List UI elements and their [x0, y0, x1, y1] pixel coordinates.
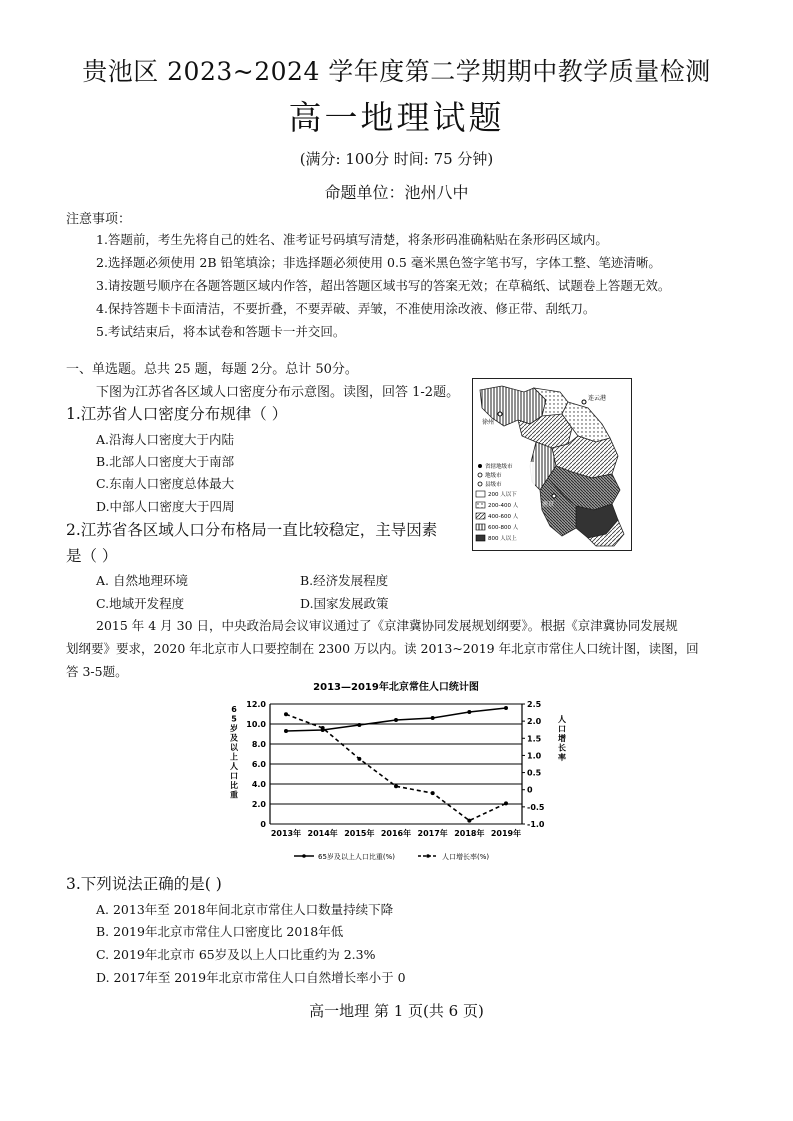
intro-1-2: 下图为江苏省各区域人口密度分布示意图。读图，回答 1-2题。	[96, 385, 460, 400]
legend-label: 地级市	[485, 473, 502, 479]
y-right-tick-label: 2.0	[527, 717, 542, 727]
q2-option-d: D.国家发展政策	[300, 596, 389, 611]
legend-label: 600-800 人	[488, 525, 519, 531]
q2-stem-line1: 2.江苏省各区域人口分布格局一直比较稳定，主导因素	[66, 521, 438, 539]
note-item: 3.请按题号顺序在各题答题区域内作答，超出答题区域书写的答案无效；在草稿纸、试题卷上答题无效。	[96, 278, 671, 293]
exam-title: 贵池区 2023~2024 学年度第二学期期中教学质量检测	[82, 57, 711, 86]
y-left-tick-label: 2.0	[251, 800, 266, 809]
exam-subtitle: 高一地理试题	[288, 98, 505, 137]
note-item: 2.选择题必须使用 2B 铅笔填涂；非选择题必须使用 0.5 毫米黑色签字笔书写，字体工整、笔迹清晰。	[96, 255, 661, 270]
q1-option-b: B.北部人口密度大于南部	[96, 454, 235, 469]
legend-label-elderly: 65岁及以上人口比重(%)	[318, 853, 396, 861]
legend-swatch	[476, 513, 485, 519]
jiangsu-density-map	[472, 378, 632, 551]
y-right-tick-label: -0.5	[527, 802, 545, 812]
q1-option-d: D.中部人口密度大于四周	[96, 499, 235, 514]
beijing-population-chart	[222, 676, 570, 866]
y-left-tick-label: 12.0	[246, 700, 266, 709]
q1-option-c: C.东南人口密度总体最大	[96, 476, 235, 491]
y-left-tick-label: 6.0	[251, 760, 266, 769]
legend-symbol-provincial-city	[478, 464, 482, 468]
data-point-elderly-share	[394, 718, 398, 722]
city-marker	[552, 494, 556, 498]
y-right-tick-label: 1.5	[527, 734, 542, 744]
data-point-elderly-share	[504, 706, 508, 710]
data-point-elderly-share	[357, 723, 361, 727]
x-tick-label: 2015年	[344, 829, 375, 838]
legend-label: 200-400 人	[488, 503, 519, 509]
exam-unit: 命题单位：池州八中	[324, 183, 469, 202]
page-footer: 高一地理 第 1 页(共 6 页)	[309, 1002, 484, 1020]
legend-swatch	[476, 524, 485, 530]
city-label-xuzhou: 徐州	[482, 419, 495, 426]
y-left-tick-label: 0	[260, 820, 266, 829]
data-point-growth-rate	[467, 819, 471, 823]
data-point-growth-rate	[284, 712, 288, 716]
y-right-axis-label	[558, 714, 566, 762]
legend-label: 800 人以上	[488, 536, 517, 542]
x-ticks	[271, 828, 521, 838]
legend-label: 200 人以下	[488, 492, 517, 498]
q3-option-a: A. 2013年至 2018年间北京市常住人口数量持续下降	[96, 902, 394, 917]
x-tick-label: 2014年	[307, 829, 338, 838]
legend-label-growth: 人口增长率(%)	[442, 853, 490, 861]
legend-label: 县级市	[485, 482, 502, 488]
notes-list	[96, 228, 670, 343]
note-item: 4.保持答题卡卡面清洁，不要折叠，不要弄破、弄皱，不准使用涂改液、修正带、刮纸刀。	[96, 301, 596, 316]
x-tick-label: 2017年	[417, 829, 448, 838]
legend-swatch	[476, 535, 485, 541]
data-point-elderly-share	[431, 716, 435, 720]
exam-meta: (满分: 100分 时间: 75 分钟)	[299, 150, 494, 168]
x-tick-label: 2019年	[490, 829, 522, 838]
data-point-growth-rate	[394, 784, 398, 788]
y-left-tick-label: 10.0	[246, 720, 266, 729]
legend-marker	[302, 854, 306, 858]
legend-symbol-city	[478, 473, 482, 477]
data-point-growth-rate	[504, 801, 508, 805]
legend-label: 省辖地级市	[485, 464, 513, 470]
q3-stem: 3.下列说法正确的是( )	[66, 875, 222, 893]
chart-title: 2013—2019年北京常住人口统计图	[313, 682, 479, 693]
y-left-tick-label: 8.0	[251, 740, 266, 749]
legend-label: 400-600 人	[488, 514, 519, 520]
y-right-tick-label: 0.5	[527, 768, 542, 778]
notes-heading: 注意事项：	[66, 212, 132, 227]
map-legend	[475, 462, 535, 548]
chart-legend	[294, 852, 489, 861]
legend-swatch	[476, 491, 485, 497]
note-item: 5.考试结束后，将本试卷和答题卡一并交回。	[96, 324, 346, 339]
y-right-tick-label: 0	[527, 785, 533, 795]
q1-stem: 1.江苏省人口密度分布规律（ ）	[66, 405, 288, 423]
data-point-elderly-share	[284, 729, 288, 733]
x-tick-label: 2018年	[454, 829, 485, 838]
legend-swatch	[476, 502, 485, 508]
city-label-lianyungang: 连云港	[588, 395, 607, 402]
y-left-tick-label: 4.0	[251, 780, 266, 789]
q3-option-d: D. 2017年至 2019年北京市常住人口自然增长率小于 0	[96, 970, 406, 985]
q1-option-a: A.沿海人口密度大于内陆	[96, 432, 235, 447]
x-tick-label: 2013年	[270, 829, 302, 838]
city-label-nanjing: 南京	[542, 501, 555, 508]
x-tick-label: 2016年	[380, 829, 412, 838]
q2-option-b: B.经济发展程度	[300, 573, 389, 588]
q3-option-b: B. 2019年北京市常住人口密度比 2018年低	[96, 924, 344, 939]
data-point-growth-rate	[321, 726, 325, 730]
city-marker	[582, 400, 586, 404]
q2-option-c: C.地域开发程度	[96, 596, 185, 611]
q2-option-a: A. 自然地理环境	[96, 573, 188, 588]
para2-line2: 划纲要》要求，2020 年北京市人口要控制在 2300 万以内。读 2013~2019 年北京市常住人口统计图，读图，回	[66, 641, 699, 656]
q2-stem-line2: 是（ ）	[66, 547, 118, 565]
y-left-label-text: 6 5 岁及以上人口比重	[230, 705, 238, 800]
para2-line3: 答 3-5题。	[66, 664, 128, 679]
y-right-tick-label: -1.0	[527, 820, 545, 829]
y-right-tick-label: 1.0	[527, 751, 542, 761]
city-marker	[498, 412, 502, 416]
data-point-growth-rate	[357, 757, 361, 761]
y-right-tick-label: 2.5	[527, 700, 542, 709]
data-point-growth-rate	[431, 791, 435, 795]
q3-option-c: C. 2019年北京市 65岁及以上人口比重约为 2.3%	[96, 947, 376, 962]
y-right-label-text: 人口增长率	[558, 715, 566, 762]
section-heading: 一、单选题。总共 25 题，每题 2分。总计 50分。	[66, 362, 358, 377]
data-point-elderly-share	[467, 710, 471, 714]
note-item: 1.答题前，考生先将自己的姓名、准考证号码填写清楚，将条形码准确粘贴在条形码区域内。	[96, 232, 608, 247]
para2-line1: 2015 年 4 月 30 日，中央政治局会议审议通过了《京津冀协同发展规划纲要》。根据《京津冀协同发展规	[96, 618, 678, 633]
legend-marker	[426, 854, 430, 858]
